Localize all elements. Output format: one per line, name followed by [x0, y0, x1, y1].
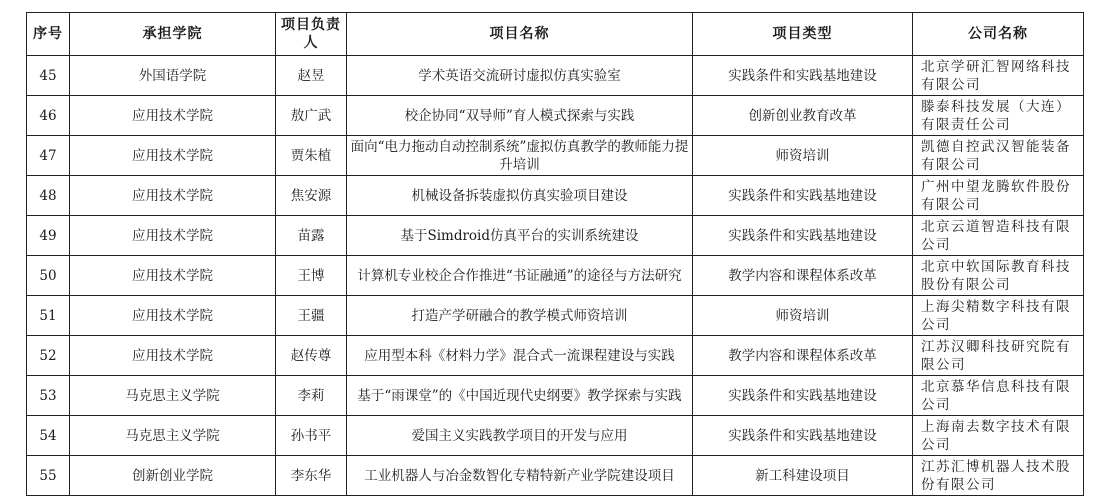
- header-row: [27, 13, 1084, 56]
- cell-leader: 李东华: [276, 456, 347, 496]
- cell-leader: 焦安源: [276, 176, 347, 216]
- header-company: 公司名称: [913, 13, 1084, 56]
- table-row: [27, 336, 1084, 376]
- cell-college: 马克思主义学院: [70, 416, 276, 456]
- cell-project-type: 实践条件和实践基地建设: [693, 176, 913, 216]
- cell-company: 江苏汇博机器人技术股份有限公司: [913, 456, 1084, 496]
- cell-project-type: 师资培训: [693, 136, 913, 176]
- cell-seq: 55: [27, 456, 70, 496]
- cell-project-name: 校企协同“双导师”育人模式探索与实践: [347, 96, 693, 136]
- cell-college: 应用技术学院: [70, 336, 276, 376]
- header-project-name: 项目名称: [347, 13, 693, 56]
- cell-project-name: 计算机专业校企合作推进“书证融通”的途径与方法研究: [347, 256, 693, 296]
- cell-company: 北京学研汇智网络科技有限公司: [913, 56, 1084, 96]
- table-row: [27, 376, 1084, 416]
- cell-project-type: 实践条件和实践基地建设: [693, 216, 913, 256]
- cell-leader: 赵传尊: [276, 336, 347, 376]
- cell-leader: 李莉: [276, 376, 347, 416]
- cell-college: 应用技术学院: [70, 256, 276, 296]
- cell-project-type: 创新创业教育改革: [693, 96, 913, 136]
- project-table: [26, 12, 1084, 496]
- cell-company: 上海尖精数字科技有限公司: [913, 296, 1084, 336]
- cell-seq: 48: [27, 176, 70, 216]
- cell-seq: 45: [27, 56, 70, 96]
- cell-project-name: 机械设备拆装虚拟仿真实验项目建设: [347, 176, 693, 216]
- cell-project-type: 教学内容和课程体系改革: [693, 256, 913, 296]
- table-row: [27, 416, 1084, 456]
- cell-seq: 53: [27, 376, 70, 416]
- cell-company: 北京慕华信息科技有限公司: [913, 376, 1084, 416]
- cell-project-name: 工业机器人与冶金数智化专精特新产业学院建设项目: [347, 456, 693, 496]
- cell-leader: 苗露: [276, 216, 347, 256]
- cell-college: 马克思主义学院: [70, 376, 276, 416]
- table-row: [27, 296, 1084, 336]
- cell-college: 应用技术学院: [70, 176, 276, 216]
- cell-project-type: 教学内容和课程体系改革: [693, 336, 913, 376]
- cell-leader: 贾朱植: [276, 136, 347, 176]
- cell-project-name: 应用型本科《材料力学》混合式一流课程建设与实践: [347, 336, 693, 376]
- cell-college: 应用技术学院: [70, 136, 276, 176]
- cell-project-name: 学术英语交流研讨虚拟仿真实验室: [347, 56, 693, 96]
- cell-seq: 49: [27, 216, 70, 256]
- cell-project-type: 实践条件和实践基地建设: [693, 416, 913, 456]
- header-seq: 序号: [27, 13, 70, 56]
- cell-seq: 51: [27, 296, 70, 336]
- cell-project-type: 新工科建设项目: [693, 456, 913, 496]
- cell-leader: 王博: [276, 256, 347, 296]
- cell-company: 北京云道智造科技有限公司: [913, 216, 1084, 256]
- cell-leader: 赵昱: [276, 56, 347, 96]
- cell-company: 凯德自控武汉智能装备有限公司: [913, 136, 1084, 176]
- cell-college: 应用技术学院: [70, 96, 276, 136]
- cell-college: 应用技术学院: [70, 296, 276, 336]
- cell-leader: 孙书平: [276, 416, 347, 456]
- table-row: [27, 256, 1084, 296]
- cell-college: 创新创业学院: [70, 456, 276, 496]
- header-leader: 项目负责人: [276, 13, 347, 56]
- cell-project-name: 基于Simdroid仿真平台的实训系统建设: [347, 216, 693, 256]
- table-row: [27, 136, 1084, 176]
- cell-seq: 50: [27, 256, 70, 296]
- cell-seq: 52: [27, 336, 70, 376]
- cell-seq: 47: [27, 136, 70, 176]
- cell-leader: 敖广武: [276, 96, 347, 136]
- cell-college: 应用技术学院: [70, 216, 276, 256]
- cell-leader: 王疆: [276, 296, 347, 336]
- table-row: [27, 216, 1084, 256]
- table-row: [27, 456, 1084, 496]
- cell-company: 滕泰科技发展（大连）有限责任公司: [913, 96, 1084, 136]
- cell-project-type: 师资培训: [693, 296, 913, 336]
- cell-company: 广州中望龙腾软件股份有限公司: [913, 176, 1084, 216]
- cell-company: 上海南去数字技术有限公司: [913, 416, 1084, 456]
- cell-college: 外国语学院: [70, 56, 276, 96]
- cell-seq: 46: [27, 96, 70, 136]
- cell-seq: 54: [27, 416, 70, 456]
- table-row: [27, 56, 1084, 96]
- table-row: [27, 176, 1084, 216]
- cell-project-name: 打造产学研融合的教学模式师资培训: [347, 296, 693, 336]
- header-project-type: 项目类型: [693, 13, 913, 56]
- cell-project-name: 面向“电力拖动自动控制系统”虚拟仿真教学的教师能力提升培训: [347, 136, 693, 176]
- cell-project-name: 基于“雨课堂”的《中国近现代史纲要》教学探索与实践: [347, 376, 693, 416]
- cell-company: 北京中软国际教育科技股份有限公司: [913, 256, 1084, 296]
- table-row: [27, 96, 1084, 136]
- cell-project-type: 实践条件和实践基地建设: [693, 376, 913, 416]
- cell-project-type: 实践条件和实践基地建设: [693, 56, 913, 96]
- cell-project-name: 爱国主义实践教学项目的开发与应用: [347, 416, 693, 456]
- header-college: 承担学院: [70, 13, 276, 56]
- cell-company: 江苏汉卿科技研究院有限公司: [913, 336, 1084, 376]
